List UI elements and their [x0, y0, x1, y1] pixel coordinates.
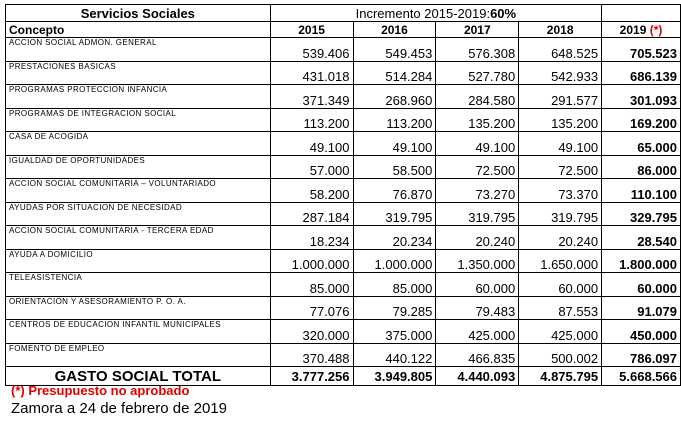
value-cell: 20.234: [353, 226, 436, 250]
value-cell: 58.500: [353, 155, 436, 179]
value-cell: 539.406: [270, 38, 353, 62]
row-label: CENTROS DE EDUCACION INFANTIL MUNICIPALES: [6, 320, 271, 344]
table-row: [6, 132, 681, 156]
value-cell: 466.835: [436, 343, 519, 367]
title-row: [6, 5, 681, 22]
value-cell: 370.488: [270, 343, 353, 367]
row-label: AYUDAS POR SITUACION DE NECESIDAD: [6, 202, 271, 226]
value-cell: 319.795: [436, 202, 519, 226]
budget-table: [5, 4, 681, 386]
place-date: Zamora a 24 de febrero de 2019: [11, 400, 227, 417]
table-row: [6, 179, 681, 203]
value-cell: 72.500: [436, 155, 519, 179]
value-cell: 18.234: [270, 226, 353, 250]
value-cell: 291.577: [519, 85, 602, 109]
value-cell: 319.795: [353, 202, 436, 226]
value-cell-2019: 705.523: [602, 38, 681, 62]
year-header: 2016: [353, 22, 436, 38]
value-cell: 77.076: [270, 296, 353, 320]
increment-label: Incremento 2015-2019:: [355, 5, 491, 21]
value-cell: 49.100: [519, 132, 602, 156]
value-cell: 1.350.000: [436, 249, 519, 273]
value-cell: 527.780: [436, 61, 519, 85]
value-cell-2019: 1.800.000: [602, 249, 681, 273]
value-cell: 20.240: [519, 226, 602, 250]
table-row: [6, 249, 681, 273]
empty-cell: [602, 5, 681, 22]
value-cell: 542.933: [519, 61, 602, 85]
value-cell: 576.308: [436, 38, 519, 62]
value-cell: 320.000: [270, 320, 353, 344]
value-cell: 113.200: [353, 108, 436, 132]
footnote: (*) Presupuesto no aprobado: [11, 383, 190, 398]
unapproved-mark: (*): [649, 22, 663, 37]
value-cell: 440.122: [353, 343, 436, 367]
value-cell-2019: 450.000: [602, 320, 681, 344]
value-cell: 85.000: [353, 273, 436, 297]
value-cell: 60.000: [519, 273, 602, 297]
value-cell: 79.285: [353, 296, 436, 320]
value-cell: 514.284: [353, 61, 436, 85]
value-cell: 284.580: [436, 85, 519, 109]
year-header: 2015: [270, 22, 353, 38]
increment-cell: [270, 5, 601, 22]
table-row: [6, 85, 681, 109]
concept-header: Concepto: [6, 22, 271, 38]
row-label: ACCION SOCIAL COMUNITARIA - TERCERA EDAD: [6, 226, 271, 250]
value-cell-2019: 65.000: [602, 132, 681, 156]
table-row: [6, 226, 681, 250]
value-cell: 85.000: [270, 273, 353, 297]
table-row: [6, 202, 681, 226]
value-cell: 1.000.000: [270, 249, 353, 273]
total-value: 5.668.566: [602, 367, 681, 386]
row-label: AYUDA A DOMICILIO: [6, 249, 271, 273]
table-row: [6, 320, 681, 344]
table-row: [6, 273, 681, 297]
value-cell: 371.349: [270, 85, 353, 109]
table-row: [6, 38, 681, 62]
row-label: ACCION SOCIAL COMUNITARIA – VOLUNTARIADO: [6, 179, 271, 203]
value-cell: 49.100: [353, 132, 436, 156]
table-title: Servicios Sociales: [6, 5, 271, 22]
value-cell-2019: 329.795: [602, 202, 681, 226]
value-cell: 425.000: [436, 320, 519, 344]
total-value: 3.777.256: [270, 367, 353, 386]
value-cell: 648.525: [519, 38, 602, 62]
year-header-2019: [602, 22, 681, 38]
value-cell: 76.870: [353, 179, 436, 203]
value-cell-2019: 301.093: [602, 85, 681, 109]
header-row: [6, 22, 681, 38]
value-cell-2019: 110.100: [602, 179, 681, 203]
value-cell: 319.795: [519, 202, 602, 226]
value-cell-2019: 686.139: [602, 61, 681, 85]
value-cell: 73.370: [519, 179, 602, 203]
value-cell: 60.000: [436, 273, 519, 297]
row-label: ACCION SOCIAL ADMON. GENERAL: [6, 38, 271, 62]
row-label: PRESTACIONES BASICAS: [6, 61, 271, 85]
total-value: 4.440.093: [436, 367, 519, 386]
year-header: 2017: [436, 22, 519, 38]
value-cell: 135.200: [519, 108, 602, 132]
value-cell: 135.200: [436, 108, 519, 132]
value-cell: 58.200: [270, 179, 353, 203]
value-cell: 79.483: [436, 296, 519, 320]
year-label: 2019: [619, 22, 647, 37]
total-label: GASTO SOCIAL TOTAL: [6, 367, 271, 386]
table-row: [6, 343, 681, 367]
value-cell: 113.200: [270, 108, 353, 132]
value-cell: 73.270: [436, 179, 519, 203]
value-cell: 1.000.000: [353, 249, 436, 273]
value-cell: 57.000: [270, 155, 353, 179]
row-label: PROGRAMAS PROTECCION INFANCIA: [6, 85, 271, 109]
table-row: [6, 155, 681, 179]
row-label: FOMENTO DE EMPLEO: [6, 343, 271, 367]
row-label: ORIENTACION Y ASESORAMIENTO P. O. A.: [6, 296, 271, 320]
table-row: [6, 296, 681, 320]
value-cell: 375.000: [353, 320, 436, 344]
value-cell-2019: 169.200: [602, 108, 681, 132]
row-label: IGUALDAD DE OPORTUNIDADES: [6, 155, 271, 179]
value-cell: 425.000: [519, 320, 602, 344]
value-cell: 549.453: [353, 38, 436, 62]
value-cell: 49.100: [436, 132, 519, 156]
value-cell: 72.500: [519, 155, 602, 179]
value-cell-2019: 28.540: [602, 226, 681, 250]
table-row: [6, 108, 681, 132]
value-cell-2019: 60.000: [602, 273, 681, 297]
value-cell-2019: 86.000: [602, 155, 681, 179]
value-cell: 20.240: [436, 226, 519, 250]
value-cell: 431.018: [270, 61, 353, 85]
value-cell: 49.100: [270, 132, 353, 156]
value-cell: 87.553: [519, 296, 602, 320]
value-cell-2019: 786.097: [602, 343, 681, 367]
total-value: 3.949.805: [353, 367, 436, 386]
increment-pct: 60%: [490, 5, 517, 21]
value-cell: 287.184: [270, 202, 353, 226]
table-row: [6, 61, 681, 85]
value-cell: 500.002: [519, 343, 602, 367]
row-label: CASA DE ACOGIDA: [6, 132, 271, 156]
value-cell: 1.650.000: [519, 249, 602, 273]
row-label: TELEASISTENCIA: [6, 273, 271, 297]
total-value: 4.875.795: [519, 367, 602, 386]
value-cell-2019: 91.079: [602, 296, 681, 320]
value-cell: 268.960: [353, 85, 436, 109]
row-label: PROGRAMAS DE INTEGRACION SOCIAL: [6, 108, 271, 132]
year-header: 2018: [519, 22, 602, 38]
